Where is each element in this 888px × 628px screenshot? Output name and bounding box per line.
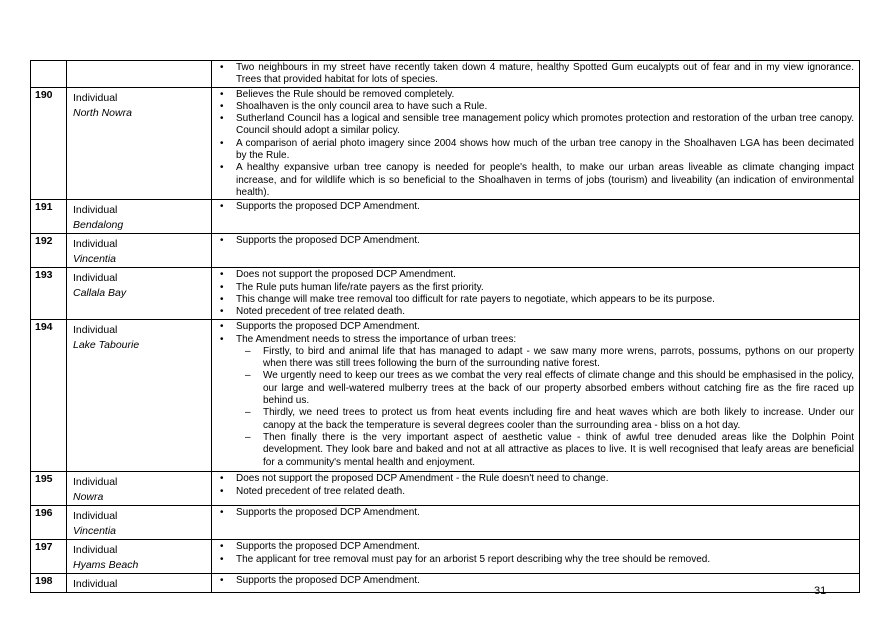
submitter-type: Individual (73, 272, 118, 285)
bullet-icon: • (220, 473, 224, 485)
submission-number: 195 (31, 472, 67, 506)
bullet-text: Supports the proposed DCP Amendment. (236, 541, 420, 553)
bullet-text: Two neighbours in my street have recently taken down 4 mature, healthy Spotted Gum eucalypts out of fear and in my view ignorance. Trees that provided habitat for lots of species. (236, 62, 854, 86)
bullet-point (217, 235, 854, 247)
bullet-icon: • (220, 201, 224, 213)
bullet-text: Supports the proposed DCP Amendment. (236, 201, 420, 213)
bullet-point (217, 89, 854, 101)
bullet-list (217, 321, 854, 469)
submitter-location: Vincentia (73, 525, 117, 538)
bullet-icon: • (220, 100, 224, 112)
bullet-list (217, 89, 854, 200)
submitter-location: Hyams Beach (73, 559, 139, 572)
submission-number: 190 (31, 87, 67, 200)
dash-icon: – (245, 370, 251, 382)
sub-bullet-list (236, 346, 854, 469)
bullet-text: Sutherland Council has a logical and sensible tree management policy which promotes protection and restoration of the urban tree canopy. Council should adopt a similar policy. (236, 113, 854, 137)
submitter-type: Individual (73, 204, 118, 217)
submitter-cell (67, 234, 212, 268)
submitter-location: Lake Tabourie (73, 339, 140, 352)
bullet-point (217, 334, 854, 469)
bullet-icon: • (220, 553, 224, 565)
table-row (31, 200, 860, 234)
bullet-list (217, 473, 854, 498)
submitter-location: North Nowra (73, 106, 132, 119)
bullet-point (217, 473, 854, 485)
bullet-list (217, 507, 854, 519)
dash-icon: – (245, 407, 251, 419)
bullet-point (217, 101, 854, 113)
bullet-icon: • (220, 333, 224, 345)
submission-number: 198 (31, 574, 67, 593)
bullet-point (217, 321, 854, 333)
dash-icon: – (245, 431, 251, 443)
sub-bullet-point (236, 407, 854, 432)
bullet-point (217, 138, 854, 163)
bullet-point (217, 486, 854, 498)
submitter-type: Individual (73, 578, 118, 591)
bullet-icon: • (220, 88, 224, 100)
bullet-text: Believes the Rule should be removed completely. (236, 88, 455, 100)
bullet-list (217, 235, 854, 247)
table-row (31, 574, 860, 593)
submitter-type: Individual (73, 544, 118, 557)
submission-number: 192 (31, 234, 67, 268)
submission-points-cell (212, 540, 860, 574)
submitter-type: Individual (73, 476, 118, 489)
submission-points-cell (212, 574, 860, 593)
sub-bullet-text: We urgently need to keep our trees as we combat the very real effects of climate change and this should be emphasised in the policy, our large and well-watered mulberry trees at the back of our property absorbed embers without catching fire as the fire raced up behind us. (263, 370, 854, 407)
submission-points-cell (212, 506, 860, 540)
bullet-point (217, 113, 854, 138)
bullet-icon: • (220, 62, 224, 73)
table-row (31, 61, 860, 88)
bullet-point (217, 269, 854, 281)
bullet-list (217, 575, 854, 587)
bullet-list (217, 62, 854, 87)
bullet-icon: • (220, 281, 224, 293)
bullet-point (217, 282, 854, 294)
submitter-cell (67, 200, 212, 234)
submitter-cell (67, 320, 212, 472)
bullet-point (217, 541, 854, 553)
sub-bullet-point (236, 432, 854, 469)
sub-bullet-text: Then finally there is the very important aspect of aesthetic value - think of awful tree denuded areas like the Dolphin Point development. They look bare and baked and not at all attractive as places to live. It is well recognised that leafy areas are beneficial for a community's mental health and enjoyment. (263, 431, 854, 468)
bullet-text: A healthy expansive urban tree canopy is needed for people's health, to make our urban areas liveable as climate changing impact increase, and for wildlife which is so beneficial to the Shoalhaven in terms of jobs (tourism) and liveability (an indication of environmental health). (236, 162, 854, 198)
submitter-type: Individual (73, 91, 118, 104)
submissions-table (30, 60, 860, 593)
bullet-text: The applicant for tree removal must pay for an arborist 5 report describing why the tree should be removed. (236, 553, 711, 565)
submission-number: 191 (31, 200, 67, 234)
bullet-text: Does not support the proposed DCP Amendment - the Rule doesn't need to change. (236, 473, 609, 485)
submission-number: 194 (31, 320, 67, 472)
submitter-type: Individual (73, 324, 118, 337)
submission-number (31, 61, 67, 88)
bullet-icon: • (220, 162, 224, 174)
bullet-text: This change will make tree removal too difficult for rate payers to negotiate, which appears to be its purpose. (236, 293, 715, 305)
submitter-location: Callala Bay (73, 287, 127, 300)
bullet-icon: • (220, 113, 224, 125)
sub-bullet-point (236, 346, 854, 371)
bullet-point (217, 507, 854, 519)
bullet-icon: • (220, 269, 224, 281)
page-number: 31 (814, 585, 827, 597)
sub-bullet-text: Thirdly, we need trees to protect us from heat events including fire and heat waves which are both likely to increase. Under our canopy at the back the temperature is several degrees cooler than the surrounding area - bliss on a hot day. (263, 407, 854, 431)
bullet-text: Supports the proposed DCP Amendment. (236, 507, 420, 519)
submitter-cell (67, 540, 212, 574)
submission-number: 197 (31, 540, 67, 574)
submitter-type: Individual (73, 510, 118, 523)
bullet-icon: • (220, 485, 224, 497)
submission-points-cell (212, 61, 860, 88)
bullet-text: Shoalhaven is the only council area to have such a Rule. (236, 100, 488, 112)
bullet-text: Supports the proposed DCP Amendment. (236, 235, 420, 247)
bullet-icon: • (220, 507, 224, 519)
sub-bullet-point (236, 370, 854, 407)
bullet-text: Supports the proposed DCP Amendment. (236, 575, 420, 587)
bullet-text: Does not support the proposed DCP Amendment. (236, 269, 456, 281)
table-row (31, 320, 860, 472)
bullet-list (217, 269, 854, 318)
bullet-icon: • (220, 321, 224, 333)
bullet-icon: • (220, 293, 224, 305)
submitter-cell (67, 574, 212, 593)
bullet-point (217, 294, 854, 306)
bullet-text: A comparison of aerial photo imagery since 2004 shows how much of the urban tree canopy in the Shoalhaven LGA has been decimated by the Rule. (236, 137, 854, 162)
dash-icon: – (245, 345, 251, 357)
bullet-point (217, 306, 854, 318)
bullet-icon: • (220, 306, 224, 318)
bullet-point (217, 575, 854, 587)
bullet-point (217, 201, 854, 213)
bullet-icon: • (220, 575, 224, 587)
table-row (31, 234, 860, 268)
bullet-list (217, 541, 854, 566)
submission-points-cell (212, 320, 860, 472)
bullet-text: Noted precedent of tree related death. (236, 485, 406, 497)
sub-bullet-text: Firstly, to bird and animal life that has managed to adapt - we saw many more wrens, parrots, possums, pythons on our property when there was still trees following the burn of the surrounding native forest. (263, 345, 854, 370)
bullet-icon: • (220, 541, 224, 553)
bullet-text: Noted precedent of tree related death. (236, 306, 406, 318)
bullet-point (217, 162, 854, 199)
table-row (31, 506, 860, 540)
submitter-location: Bendalong (73, 219, 124, 232)
bullet-text: The Amendment needs to stress the importance of urban trees: (236, 333, 517, 345)
submitter-cell (67, 506, 212, 540)
bullet-text: The Rule puts human life/rate payers as the first priority. (236, 281, 484, 293)
submissions-table-body (31, 61, 860, 593)
submitter-location: Vincentia (73, 253, 117, 266)
submission-points-cell (212, 472, 860, 506)
bullet-icon: • (220, 137, 224, 149)
submission-points-cell (212, 200, 860, 234)
bullet-text: Supports the proposed DCP Amendment. (236, 321, 420, 333)
bullet-icon: • (220, 235, 224, 247)
submitter-location: Nowra (73, 491, 104, 504)
table-row (31, 472, 860, 506)
submitter-cell (67, 268, 212, 320)
submission-points-cell (212, 234, 860, 268)
submission-number: 196 (31, 506, 67, 540)
bullet-list (217, 201, 854, 213)
submitter-type: Individual (73, 238, 118, 251)
submitter-cell (67, 472, 212, 506)
table-row (31, 87, 860, 200)
bullet-point (217, 554, 854, 566)
table-row (31, 268, 860, 320)
submission-points-cell (212, 87, 860, 200)
submitter-cell (67, 61, 212, 88)
submission-points-cell (212, 268, 860, 320)
table-row (31, 540, 860, 574)
submission-number: 193 (31, 268, 67, 320)
bullet-point (217, 62, 854, 87)
submitter-cell (67, 87, 212, 200)
